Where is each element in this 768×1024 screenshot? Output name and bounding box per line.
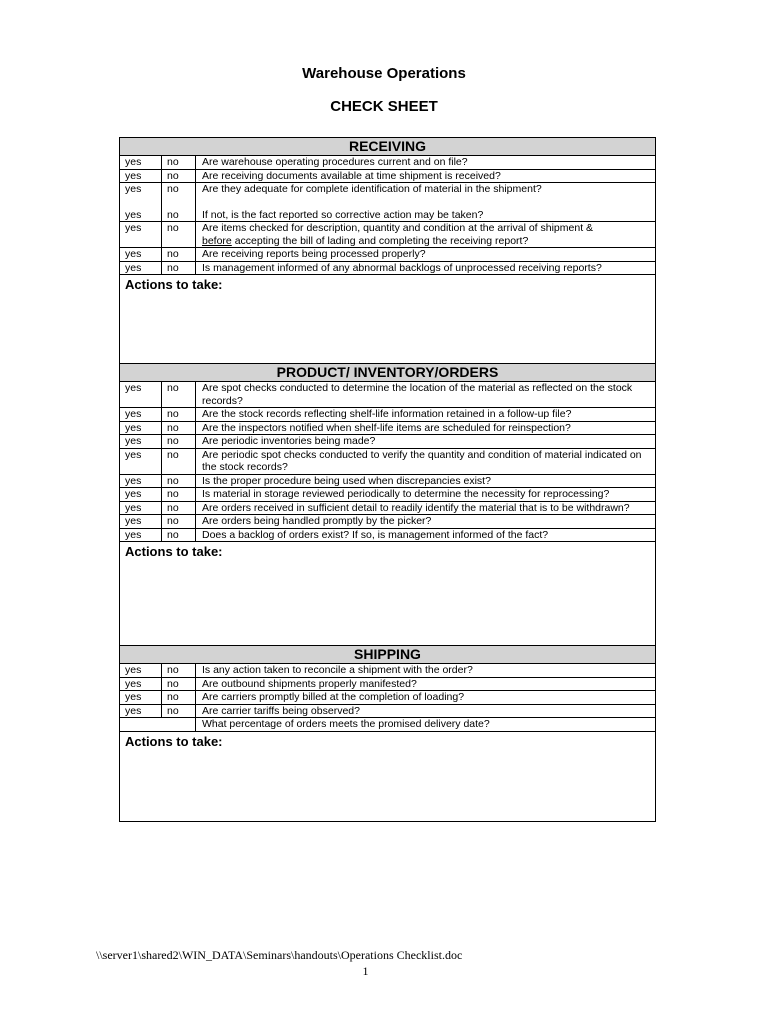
yes-option[interactable]: yes <box>120 248 162 262</box>
question-line <box>202 235 652 248</box>
no-option[interactable]: no <box>162 156 196 170</box>
question-text: Is the proper procedure being used when discrepancies exist? <box>196 474 656 488</box>
checklist-row <box>120 261 656 275</box>
no-option[interactable]: no <box>162 382 196 408</box>
yes-option[interactable]: yes <box>120 515 162 529</box>
no-option[interactable]: no <box>167 208 179 221</box>
actions-to-take-field[interactable] <box>120 542 656 646</box>
no-option[interactable]: no <box>162 435 196 449</box>
yes-option[interactable]: yes <box>120 156 162 170</box>
question-text: Are spot checks conducted to determine the location of the material as reflected on the stock records? <box>196 382 656 408</box>
checklist-row <box>120 222 656 248</box>
no-option[interactable]: no <box>162 664 196 678</box>
underlined-word: before <box>202 234 232 247</box>
question-line: If not, is the fact reported so corrective action may be taken? <box>202 208 484 221</box>
yes-option[interactable]: yes <box>120 169 162 183</box>
no-option[interactable]: no <box>162 677 196 691</box>
no-option[interactable]: no <box>162 488 196 502</box>
question-text: Are carriers promptly billed at the completion of loading? <box>196 691 656 705</box>
document-subtitle: CHECK SHEET <box>330 98 438 115</box>
checklist-row <box>120 664 656 678</box>
question-line: Are items checked for description, quantity and condition at the arrival of shipment & <box>202 222 594 234</box>
checklist-row <box>120 248 656 262</box>
checklist-row <box>120 677 656 691</box>
inventory-header-row <box>120 364 656 382</box>
no-option[interactable]: no <box>162 169 196 183</box>
no-option[interactable]: no <box>162 501 196 515</box>
checklist-row <box>120 382 656 408</box>
no-option[interactable]: no <box>162 248 196 262</box>
yes-option[interactable]: yes <box>120 435 162 449</box>
document-title: Warehouse Operations <box>302 65 466 82</box>
checklist-row <box>120 718 656 732</box>
checklist-row <box>120 474 656 488</box>
no-option[interactable]: no <box>167 183 179 195</box>
question-line-rest: accepting the bill of lading and completing the receiving report? <box>231 234 529 247</box>
question-text <box>196 183 656 222</box>
no-option[interactable]: no <box>162 474 196 488</box>
section-header: PRODUCT/ INVENTORY/ORDERS <box>120 364 656 382</box>
section-header: RECEIVING <box>120 138 656 156</box>
checklist-row <box>120 488 656 502</box>
actions-label: Actions to take: <box>125 733 223 749</box>
footer-file-path: \\server1\shared2\WIN_DATA\Seminars\handouts\Operations Checklist.doc <box>96 948 463 962</box>
yes-option[interactable]: yes <box>120 528 162 542</box>
checklist-row <box>120 448 656 474</box>
yes-option[interactable]: yes <box>120 488 162 502</box>
question-text: Are periodic inventories being made? <box>196 435 656 449</box>
question-text: Are the stock records reflecting shelf-life information retained in a follow-up file? <box>196 408 656 422</box>
check-sheet-table <box>119 137 656 822</box>
no-option[interactable]: no <box>162 528 196 542</box>
question-text: Are carrier tariffs being observed? <box>196 704 656 718</box>
yes-option[interactable]: yes <box>125 183 142 195</box>
actions-row <box>120 542 656 646</box>
checklist-row <box>120 435 656 449</box>
checklist-row <box>120 421 656 435</box>
question-text: Is management informed of any abnormal backlogs of unprocessed receiving reports? <box>196 261 656 275</box>
checklist-row <box>120 501 656 515</box>
checklist-row <box>120 156 656 170</box>
actions-row <box>120 275 656 364</box>
page-number: 1 <box>362 964 369 978</box>
yes-option[interactable]: yes <box>120 222 162 248</box>
question-line: Are they adequate for complete identification of material in the shipment? <box>202 183 542 195</box>
yes-option[interactable]: yes <box>120 704 162 718</box>
question-text: Is material in storage reviewed periodically to determine the necessity for reprocessing? <box>196 488 656 502</box>
question-text: Are warehouse operating procedures current and on file? <box>196 156 656 170</box>
yes-option[interactable]: yes <box>120 501 162 515</box>
actions-label: Actions to take: <box>125 544 223 559</box>
question-text: What percentage of orders meets the promised delivery date? <box>196 718 656 732</box>
yes-option[interactable]: yes <box>120 664 162 678</box>
yes-option[interactable]: yes <box>125 208 142 221</box>
actions-row <box>120 731 656 821</box>
question-text: Are orders received in sufficient detail to readily identify the material that is to be withdrawn? <box>196 501 656 515</box>
section-header: SHIPPING <box>120 646 656 664</box>
yes-option[interactable]: yes <box>120 448 162 474</box>
no-option[interactable]: no <box>162 261 196 275</box>
question-text <box>196 222 656 248</box>
yes-option[interactable]: yes <box>120 421 162 435</box>
actions-label: Actions to take: <box>125 277 223 292</box>
yes-option-pair[interactable] <box>120 183 162 222</box>
yes-option[interactable]: yes <box>120 261 162 275</box>
no-option[interactable]: no <box>162 448 196 474</box>
no-option[interactable]: no <box>162 421 196 435</box>
yes-option[interactable]: yes <box>120 677 162 691</box>
question-text: Are receiving reports being processed properly? <box>196 248 656 262</box>
checklist-row <box>120 691 656 705</box>
yes-option[interactable]: yes <box>120 691 162 705</box>
checklist-row <box>120 704 656 718</box>
question-text: Is any action taken to reconcile a shipment with the order? <box>196 664 656 678</box>
checklist-row <box>120 183 656 222</box>
actions-to-take-field[interactable] <box>120 275 656 364</box>
question-text: Are orders being handled promptly by the picker? <box>196 515 656 529</box>
no-option[interactable]: no <box>162 691 196 705</box>
checklist-row <box>120 528 656 542</box>
actions-to-take-field[interactable] <box>120 731 656 821</box>
shipping-header-row <box>120 646 656 664</box>
no-option-pair[interactable] <box>162 183 196 222</box>
checklist-row <box>120 515 656 529</box>
checklist-row <box>120 169 656 183</box>
empty-answer-cell <box>120 718 196 732</box>
yes-option[interactable]: yes <box>120 408 162 422</box>
no-option[interactable]: no <box>162 222 196 248</box>
no-option[interactable]: no <box>162 515 196 529</box>
yes-option[interactable]: yes <box>120 474 162 488</box>
no-option[interactable]: no <box>162 408 196 422</box>
receiving-header-row <box>120 138 656 156</box>
question-text: Are the inspectors notified when shelf-life items are scheduled for reinspection? <box>196 421 656 435</box>
no-option[interactable]: no <box>162 704 196 718</box>
question-text: Are outbound shipments properly manifested? <box>196 677 656 691</box>
question-text: Are periodic spot checks conducted to verify the quantity and condition of material indicated on the stock records? <box>196 448 656 474</box>
question-text: Does a backlog of orders exist? If so, is management informed of the fact? <box>196 528 656 542</box>
yes-option[interactable]: yes <box>120 382 162 408</box>
question-text: Are receiving documents available at time shipment is received? <box>196 169 656 183</box>
checklist-row <box>120 408 656 422</box>
